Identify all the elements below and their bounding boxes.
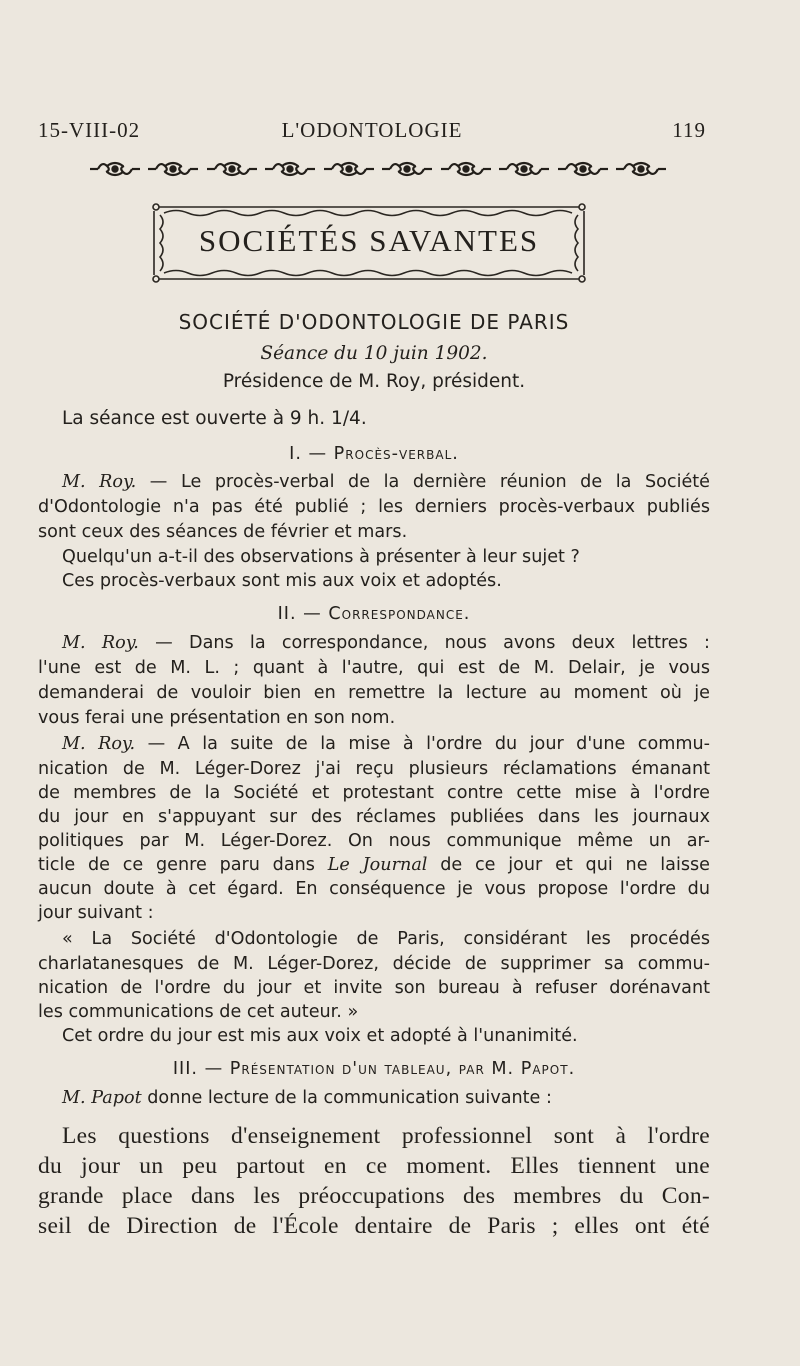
paragraph-line: nication de M. Léger-Dorez j'ai reçu plusieurs réclamations émanant: [38, 759, 710, 779]
paragraph-line: de membres de la Société et protestant contre cette mise à l'ordre: [38, 783, 710, 803]
section-heading-proces-verbal: I. — Procès-verbal.: [289, 444, 459, 464]
communication-line: grande place dans les préoccupations des membres du Con-: [38, 1183, 710, 1209]
paragraph-line: [62, 471, 710, 494]
presidence-line: Présidence de M. Roy, président.: [222, 371, 526, 392]
paragraph-line: politiques par M. Léger-Dorez. On nous communique même un ar-: [38, 831, 710, 851]
page-number: 119: [672, 118, 706, 142]
paragraph-line: du jour en s'appuyant sur des réclames publiées dans les journaux: [38, 807, 710, 827]
paragraph-line: [38, 854, 710, 877]
paragraph-line: jour suivant :: [38, 903, 154, 923]
section-heading-presentation: III. — Présentation d'un tableau, par M. Papot.: [172, 1059, 576, 1079]
text-span: ticle de ce genre paru dans: [38, 855, 315, 875]
communication-line: Les questions d'enseignement professionnel sont à l'ordre: [62, 1123, 710, 1149]
paragraph-line: demanderai de vouloir bien en remettre la lecture au moment où je: [38, 683, 710, 703]
header-date: 15-VIII-02: [38, 118, 141, 142]
text-span: — A la suite de la mise à l'ordre du jour d'une commu-: [147, 734, 711, 754]
text-span: donne lecture de la communication suivante :: [147, 1088, 552, 1108]
paragraph-line: Ces procès-verbaux sont mis aux voix et adoptés.: [62, 571, 502, 591]
header-journal-title: L'ODONTOLOGIE: [281, 118, 463, 142]
quotation-line: « La Société d'Odontologie de Paris, considérant les procédés: [62, 929, 710, 949]
paragraph-line: [62, 1087, 552, 1110]
paragraph-line: d'Odontologie n'a pas été publié ; les derniers procès-verbaux publiés: [38, 497, 710, 517]
speaker-name: M. Papot: [62, 1088, 142, 1108]
speaker-name: M. Roy.: [62, 633, 139, 653]
text-span: — Le procès-verbal de la dernière réunion de la Société: [149, 472, 711, 492]
paragraph-line: vous ferai une présentation en son nom.: [38, 708, 396, 728]
article-body: [38, 0, 710, 1366]
paragraph-line: [62, 632, 710, 655]
quotation-line: nication de l'ordre du jour et invite son bureau à refuser dorénavant: [38, 978, 710, 998]
communication-line: seil de Direction de l'École dentaire de Paris ; elles ont été: [38, 1213, 710, 1239]
speaker-name: M. Roy.: [62, 472, 137, 492]
paragraph-line: Quelqu'un a-t-il des observations à présenter à leur sujet ?: [62, 547, 580, 567]
paragraph-line: sont ceux des séances de février et mars.: [38, 522, 408, 542]
speaker-name: M. Roy.: [62, 734, 136, 754]
section-title: SOCIÉTÉS SAVANTES: [198, 223, 540, 258]
opening-line: La séance est ouverte à 9 h. 1/4.: [62, 408, 367, 429]
quotation-line: charlatanesques de M. Léger-Dorez, décide de supprimer sa commu-: [38, 954, 710, 974]
quotation-line: les communications de cet auteur. »: [38, 1002, 359, 1022]
seance-date: Séance du 10 juin 1902.: [260, 343, 488, 364]
section-heading-correspondance: II. — Correspondance.: [277, 604, 471, 624]
paragraph-line: aucun doute à cet égard. En conséquence je vous propose l'ordre du: [38, 879, 710, 899]
communication-line: du jour un peu partout en ce moment. Elles tiennent une: [38, 1153, 710, 1179]
journal-title: Le Journal: [327, 855, 428, 875]
society-heading: SOCIÉTÉ D'ODONTOLOGIE DE PARIS: [178, 310, 570, 334]
paragraph-line: l'une est de M. L. ; quant à l'autre, qui est de M. Delair, je vous: [38, 658, 710, 678]
text-span: — Dans la correspondance, nous avons deux lettres :: [155, 633, 710, 653]
text-span: de ce jour et qui ne laisse: [440, 855, 711, 875]
paragraph-line: [62, 733, 710, 756]
paragraph-line: Cet ordre du jour est mis aux voix et adopté à l'unanimité.: [62, 1026, 578, 1046]
